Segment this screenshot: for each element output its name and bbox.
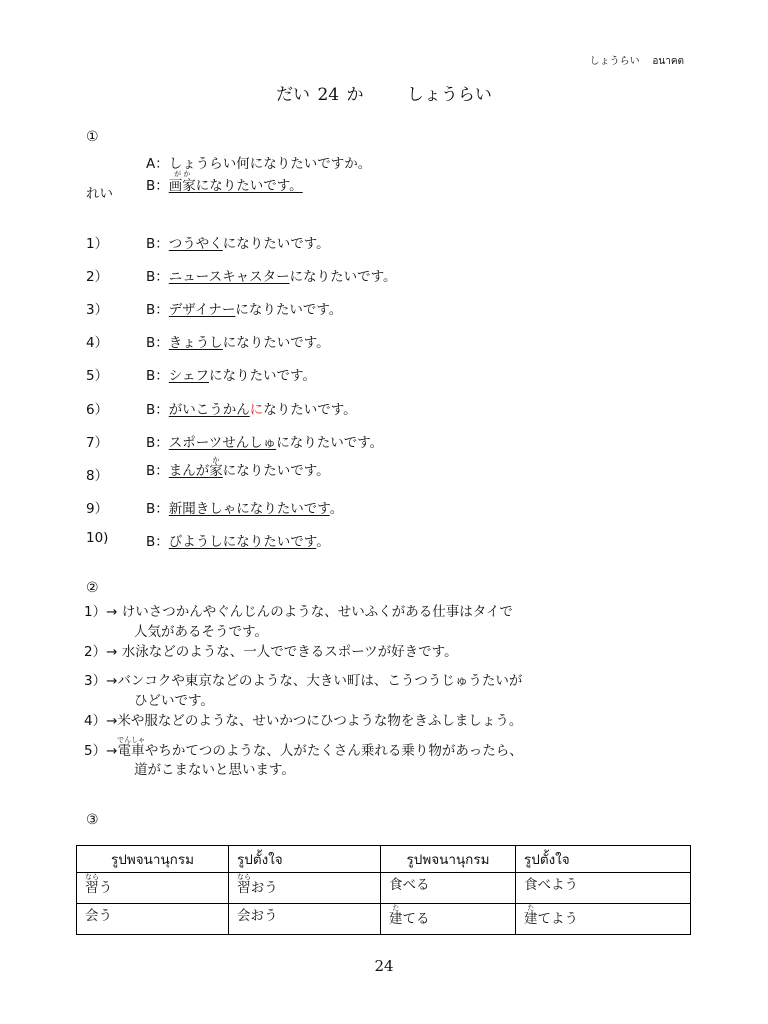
item-number: 1） bbox=[86, 236, 109, 252]
cell-narau: 習ならう bbox=[77, 873, 229, 904]
sentence-5-cont: 道がこまないと思います。 bbox=[134, 762, 295, 778]
item-answer: B：きょうしになりたいです。 bbox=[146, 335, 330, 351]
section3-marker: ③ bbox=[86, 812, 99, 828]
page-number: 24 bbox=[374, 957, 394, 975]
col-dictionary-form-2: รูปพจนานุกรม bbox=[381, 846, 516, 873]
item-answer: B：ニュースキャスターになりたいです。 bbox=[146, 269, 397, 285]
col-dictionary-form-1: รูปพจนานุกรม bbox=[77, 846, 229, 873]
sentence-3-cont: ひどいです。 bbox=[134, 693, 214, 709]
cell-taberu: 食べる bbox=[381, 873, 516, 904]
item-answer: B：びようしになりたいです。 bbox=[146, 534, 330, 550]
item-number: 8） bbox=[86, 468, 109, 484]
lesson-number: だい 24 か bbox=[276, 85, 364, 105]
sentence-1-cont: 人気があるそうです。 bbox=[134, 624, 268, 640]
table-row bbox=[77, 904, 691, 935]
col-volitional-form-1: รูปตั้งใจ bbox=[229, 846, 381, 873]
item-number: 4） bbox=[86, 335, 109, 351]
section1-question: A：しょうらい何になりたいですか。 bbox=[146, 156, 372, 172]
item-answer: B：スポーツせんしゅになりたいです。 bbox=[146, 435, 384, 451]
header-label-th: อนาคต bbox=[652, 56, 684, 67]
example-label: れい bbox=[86, 186, 113, 202]
item-answer: B：がいこうかんになりたいです。 bbox=[146, 402, 357, 418]
verb-form-table bbox=[76, 845, 691, 935]
item-number: 2） bbox=[86, 269, 109, 285]
item-number: 9） bbox=[86, 501, 109, 517]
sentence-3: 3）→バンコクや東京などのような、大きい町は、こうつうじゅうたいが bbox=[84, 673, 523, 689]
item-number: 5） bbox=[86, 368, 109, 384]
item-number: 6） bbox=[86, 402, 109, 418]
cell-aou: 会おう bbox=[229, 904, 381, 935]
cell-tateyou: 建たてよう bbox=[516, 904, 691, 935]
item-number: 3） bbox=[86, 302, 109, 318]
item-answer: B：つうやくになりたいです。 bbox=[146, 236, 330, 252]
item-number: 10) bbox=[86, 530, 109, 546]
cell-tateru: 建たてる bbox=[381, 904, 516, 935]
lesson-topic: しょうらい bbox=[406, 85, 492, 105]
item-number: 7） bbox=[86, 435, 109, 451]
cell-naraou: 習ならおう bbox=[229, 873, 381, 904]
sentence-2: 2）→ 水泳などのような、一人でできるスポーツが好きです。 bbox=[84, 644, 458, 660]
section1-marker: ① bbox=[86, 129, 99, 145]
cell-au: 会う bbox=[77, 904, 229, 935]
item-answer: B：まんが家かになりたいです。 bbox=[146, 456, 330, 479]
cell-tabeyou: 食べよう bbox=[516, 873, 691, 904]
table-header-row bbox=[77, 846, 691, 873]
example-answer: B：画家が かになりたいです。 bbox=[146, 170, 303, 194]
item-answer: B：シェフになりたいです。 bbox=[146, 368, 316, 384]
sentence-5: 5）→電車でんしゃやちかてつのような、人がたくさん乗れる乗り物があったら、 bbox=[84, 736, 523, 759]
sentence-1: 1）→ けいさつかんやぐんじんのような、せいふくがある仕事はタイで bbox=[84, 604, 513, 620]
table-row bbox=[77, 873, 691, 904]
item-answer: B：新聞きしゃになりたいです。 bbox=[146, 501, 344, 517]
col-volitional-form-2: รูปตั้งใจ bbox=[516, 846, 691, 873]
page-title bbox=[0, 80, 768, 105]
sentence-4: 4）→米や服などのような、せいかつにひつような物をきふしましょう。 bbox=[84, 713, 523, 729]
section2-marker: ② bbox=[86, 580, 99, 596]
header-label-jp: しょうらい bbox=[589, 56, 640, 67]
item-answer: B：デザイナーになりたいです。 bbox=[146, 302, 343, 318]
page-header bbox=[590, 52, 684, 69]
